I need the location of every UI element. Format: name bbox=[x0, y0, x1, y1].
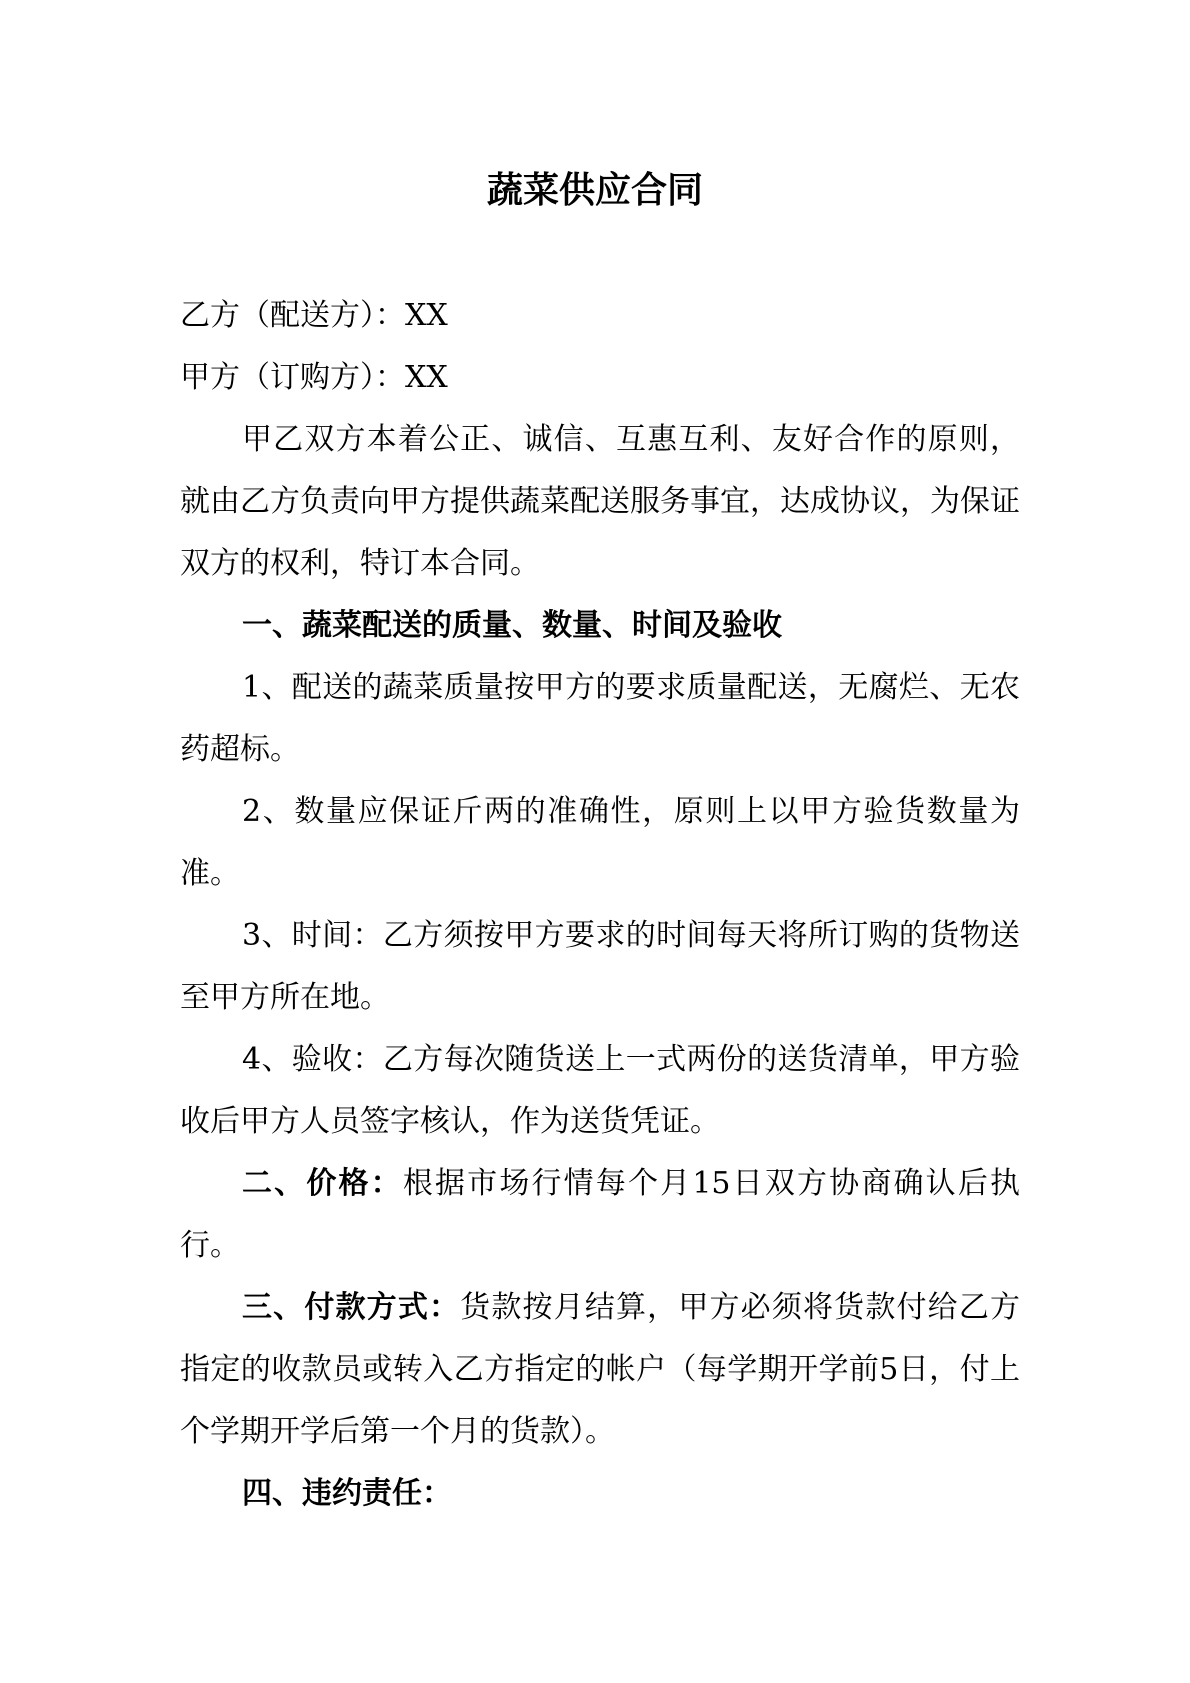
section-2-paragraph bbox=[180, 1153, 1020, 1277]
party-b-line: 乙方（配送方）：XX bbox=[180, 298, 448, 333]
section-1-item-4: 4、验收：乙方每次随货送上一式两份的送货清单，甲方验收后甲方人员签字核认，作为送货凭证。 bbox=[180, 1042, 1020, 1139]
section-1-item-1: 1、配送的蔬菜质量按甲方的要求质量配送，无腐烂、无农药超标。 bbox=[180, 670, 1020, 767]
section-3-paragraph bbox=[180, 1277, 1020, 1463]
section-1-item-3: 3、时间：乙方须按甲方要求的时间每天将所订购的货物送至甲方所在地。 bbox=[180, 918, 1020, 1015]
section-1-item-2: 2、数量应保证斤两的准确性，原则上以甲方验货数量为准。 bbox=[180, 794, 1020, 891]
section-2-text: 根据市场行情每个月15日双方协商确认后执行。 bbox=[180, 1166, 1021, 1263]
document-title: 蔬菜供应合同 bbox=[486, 170, 703, 211]
section-3-text: 货款按月结算，甲方必须将货款付给乙方指定的收款员或转入乙方指定的帐户（每学期开学前5日，付上个学期开学后第一个月的货款）。 bbox=[180, 1290, 1021, 1449]
section-2-heading: 二、价格： bbox=[242, 1166, 403, 1201]
document-body bbox=[180, 285, 1020, 1525]
section-4-heading: 四、违约责任： bbox=[242, 1476, 452, 1511]
section-1-heading: 一、蔬菜配送的质量、数量、时间及验收 bbox=[242, 608, 782, 643]
intro-paragraph: 甲乙双方本着公正、诚信、互惠互利、友好合作的原则，就由乙方负责向甲方提供蔬菜配送服务事宜，达成协议，为保证双方的权利，特订本合同。 bbox=[180, 422, 1020, 581]
section-3-heading: 三、付款方式： bbox=[242, 1290, 461, 1325]
party-a-line: 甲方（订购方）：XX bbox=[180, 360, 448, 395]
